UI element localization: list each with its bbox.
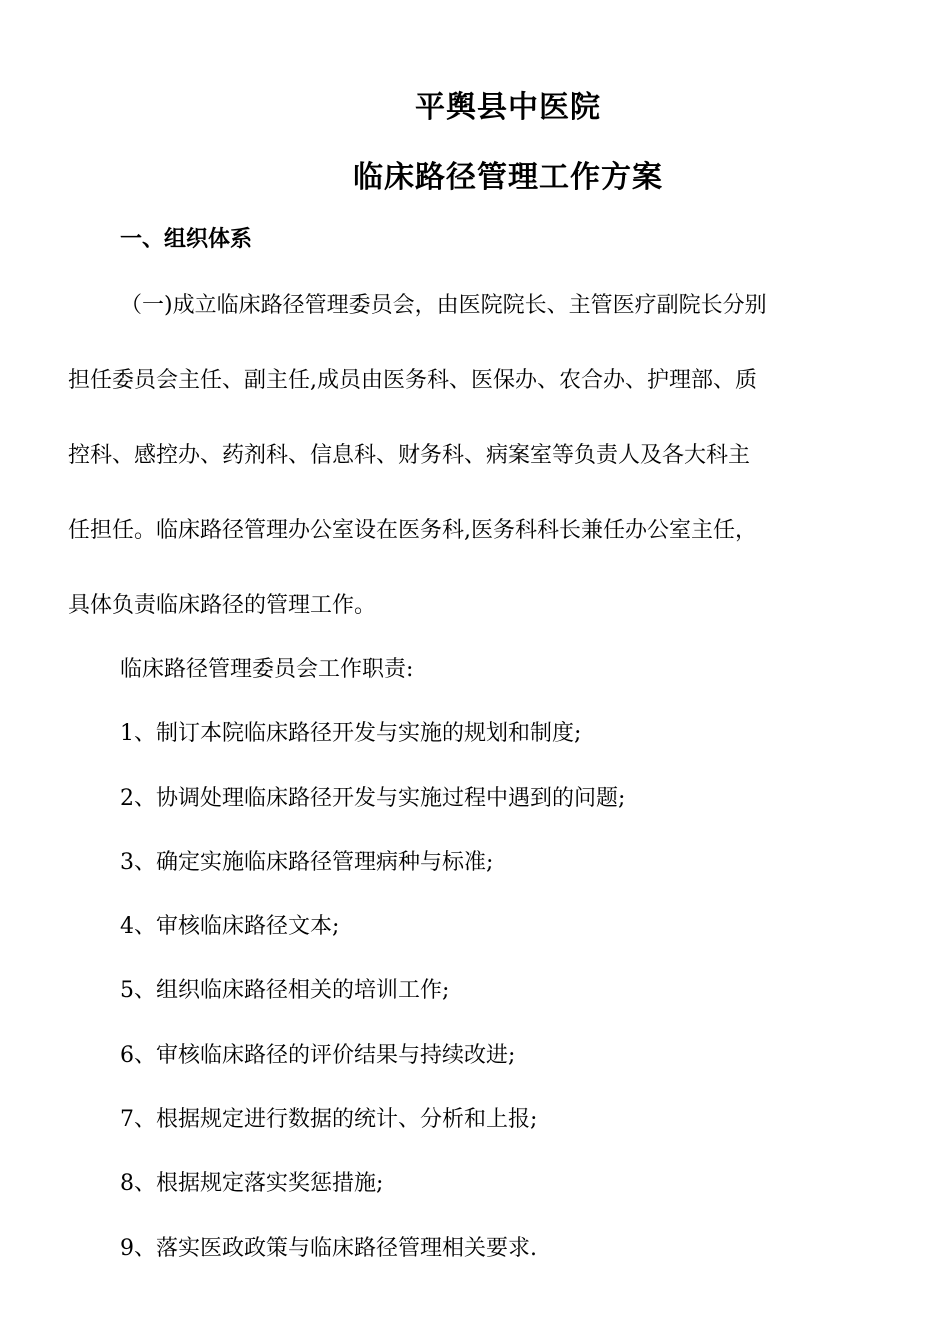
duty-item: 6、审核临床路径的评价结果与持续改进; <box>120 1043 516 1068</box>
duty-item: 5、组织临床路径相关的培训工作; <box>120 978 450 1003</box>
section-heading-organization: 一、组织体系 <box>120 226 253 252</box>
duty-item: 7、根据规定进行数据的统计、分析和上报; <box>120 1107 538 1132</box>
duty-item: 4、审核临床路径文本; <box>120 914 340 939</box>
duty-item: 2、协调处理临床路径开发与实施过程中遇到的问题; <box>120 786 626 811</box>
duty-item: 8、根据规定落实奖惩措施; <box>120 1171 384 1196</box>
paragraph-line: 任担任。临床路径管理办公室设在医务科,医务科科长兼任办公室主任， <box>68 518 757 543</box>
paragraph-line: 具体负责临床路径的管理工作。 <box>68 593 377 618</box>
duty-item: 1、制订本院临床路径开发与实施的规划和制度; <box>120 721 582 746</box>
paragraph-line: 控科、感控办、药剂科、信息科、财务科、病案室等负责人及各大科主 <box>68 443 751 468</box>
paragraph-line: （一)成立临床路径管理委员会，由医院院长、主管医疗副院长分别 <box>120 293 767 318</box>
duties-heading: 临床路径管理委员会工作职责: <box>120 657 414 682</box>
paragraph-line: 担任委员会主任、副主任,成员由医务科、医保办、农合办、护理部、质 <box>68 368 757 393</box>
hospital-name-title: 平舆县中医院 <box>415 90 601 125</box>
document-title: 临床路径管理工作方案 <box>353 160 663 195</box>
duty-item: 9、落实医政政策与临床路径管理相关要求. <box>120 1236 537 1261</box>
duty-item: 3、确定实施临床路径管理病种与标准; <box>120 850 494 875</box>
